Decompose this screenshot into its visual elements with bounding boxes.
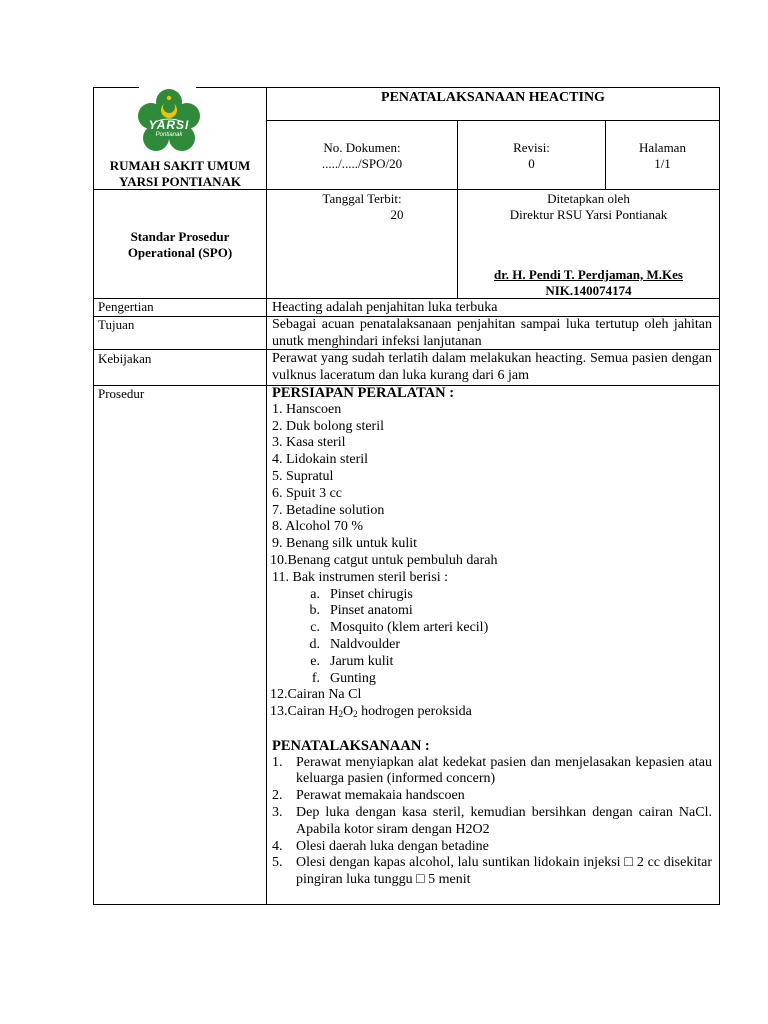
hospital-name-line1: RUMAH SAKIT UMUM bbox=[109, 158, 251, 173]
steps-heading: PENATALAKSANAAN : bbox=[272, 737, 430, 754]
page-cell bbox=[606, 140, 719, 172]
instrument-item bbox=[272, 637, 712, 654]
step-text: Perawat memakaia handscoen bbox=[296, 788, 465, 804]
hospital-name bbox=[94, 158, 266, 190]
issue-date-value: 20 bbox=[390, 207, 404, 222]
instrument-item bbox=[272, 671, 712, 688]
equipment-item: 2. Duk bolong steril bbox=[272, 418, 384, 434]
kebijakan-text: Perawat yang sudah terlatih dalam melakukan heacting. Semua pasien dengan vulknus laceratum dan luka kurang dari 6 jam bbox=[272, 351, 712, 383]
established-label: Ditetapkan oleh bbox=[547, 191, 630, 206]
instrument-text: Jarum kulit bbox=[330, 653, 394, 669]
prep-heading: PERSIAPAN PERALATAN : bbox=[272, 385, 455, 401]
instrument-letter: b. bbox=[309, 603, 320, 619]
instrument-item bbox=[272, 603, 712, 620]
equipment-list bbox=[272, 402, 712, 587]
instrument-text: Mosquito (klem arteri kecil) bbox=[330, 620, 489, 636]
document-number-value: ...../...../SPO/20 bbox=[321, 156, 403, 171]
equipment-item: 8. Alcohol 70 % bbox=[272, 519, 363, 535]
step-item bbox=[272, 755, 712, 789]
equipment-item: 5. Supratul bbox=[272, 468, 334, 484]
equipment-item: 3. Kasa steril bbox=[272, 435, 346, 451]
procedure-content bbox=[272, 385, 712, 889]
instrument-list bbox=[272, 587, 712, 688]
instrument-item bbox=[272, 587, 712, 604]
prosedur-label: Prosedur bbox=[98, 386, 145, 401]
step-number: 1. bbox=[272, 754, 283, 770]
equipment-item: 10.Benang catgut untuk pembuluh darah bbox=[270, 552, 498, 568]
issue-date-cell bbox=[267, 191, 457, 223]
spo-line1: Standar Prosedur bbox=[130, 229, 230, 244]
established-by: Direktur RSU Yarsi Pontianak bbox=[509, 207, 668, 222]
document-number-cell bbox=[267, 140, 457, 172]
tujuan-text: Sebagai acuan penatalaksanaan penjahitan sampai luka tertutup oleh jahitan unutk menghindari infeksi lanjutanan bbox=[272, 317, 712, 349]
step-number: 5. bbox=[272, 855, 283, 871]
step-text: Olesi dengan kapas alcohol, lalu suntikan lidokain injeksi □ 2 cc disekitar pingiran luka tunggu □ 5 menit bbox=[296, 855, 712, 888]
document-title: PENATALAKSANAAN HEACTING bbox=[381, 90, 605, 105]
signer-name: dr. H. Pendi T. Perdjaman, M.Kes bbox=[494, 267, 683, 282]
step-number: 4. bbox=[272, 838, 283, 854]
spo-label bbox=[94, 229, 266, 261]
hospital-logo bbox=[137, 88, 201, 158]
step-text: Olesi daerah luka dengan betadine bbox=[296, 838, 489, 854]
revision-value: 0 bbox=[528, 156, 535, 171]
equipment-item: 4. Lidokain steril bbox=[272, 452, 369, 468]
revision-label: Revisi: bbox=[513, 140, 550, 155]
instrument-text: Pinset chirugis bbox=[330, 586, 413, 602]
hospital-name-line2: YARSI PONTIANAK bbox=[119, 174, 241, 189]
equipment-item-13 bbox=[270, 704, 712, 721]
equipment-item: 11. Bak instrumen steril berisi : bbox=[272, 569, 449, 585]
instrument-item bbox=[272, 654, 712, 671]
instrument-letter: c. bbox=[310, 620, 320, 636]
equipment-item-12: 12.Cairan Na Cl bbox=[270, 687, 362, 703]
instrument-text: Pinset anatomi bbox=[330, 603, 413, 619]
established-cell bbox=[458, 191, 719, 223]
step-text: Dep luka dengan kasa steril, kemudian bersihkan dengan cairan NaCl. Apabila kotor siram dengan H2O2 bbox=[296, 804, 712, 837]
signer-block bbox=[458, 267, 719, 299]
equipment-item: 9. Benang silk untuk kulit bbox=[272, 536, 418, 552]
page-value: 1/1 bbox=[654, 156, 671, 171]
revision-cell bbox=[458, 140, 605, 172]
instrument-letter: d. bbox=[309, 636, 320, 652]
signer-nik: NIK.140074174 bbox=[545, 283, 632, 298]
step-item bbox=[272, 805, 712, 839]
logo-subtext: Pontianak bbox=[155, 132, 183, 138]
item13-suffix: hodrogen peroksida bbox=[357, 704, 472, 720]
item13-mid: O bbox=[342, 704, 354, 720]
tujuan-label: Tujuan bbox=[98, 317, 135, 332]
pengertian-text: Heacting adalah penjahitan luka terbuka bbox=[272, 300, 498, 315]
step-number: 3. bbox=[272, 804, 283, 820]
item13-prefix: 13.Cairan H bbox=[270, 704, 339, 720]
step-item bbox=[272, 839, 712, 856]
item13-sub2: 2 bbox=[353, 709, 358, 720]
instrument-letter: f. bbox=[311, 670, 320, 686]
document-number-label: No. Dokumen: bbox=[323, 140, 401, 155]
pengertian-label: Pengertian bbox=[98, 299, 154, 314]
equipment-item: 1. Hanscoen bbox=[272, 401, 342, 417]
step-item bbox=[272, 855, 712, 889]
kebijakan-label: Kebijakan bbox=[98, 351, 152, 366]
page-label: Halaman bbox=[639, 140, 686, 155]
item13-sub1: 2 bbox=[338, 709, 343, 720]
logo-text: YARSI bbox=[148, 118, 190, 132]
instrument-text: Gunting bbox=[330, 670, 376, 686]
spo-line2: Operational (SPO) bbox=[127, 245, 233, 260]
instrument-text: Naldvoulder bbox=[330, 636, 400, 652]
step-item bbox=[272, 788, 712, 805]
steps-list bbox=[272, 755, 712, 889]
equipment-item: 7. Betadine solution bbox=[272, 502, 385, 518]
instrument-letter: e. bbox=[310, 653, 320, 669]
step-text: Perawat menyiapkan alat kedekat pasien dan menjelasakan kepasien atau keluarga pasien (informed concern) bbox=[296, 754, 712, 787]
equipment-item: 6. Spuit 3 cc bbox=[272, 485, 342, 501]
instrument-item bbox=[272, 620, 712, 637]
issue-date-label: Tanggal Terbit: bbox=[322, 191, 402, 206]
instrument-letter: a. bbox=[310, 586, 320, 602]
step-number: 2. bbox=[272, 788, 283, 804]
